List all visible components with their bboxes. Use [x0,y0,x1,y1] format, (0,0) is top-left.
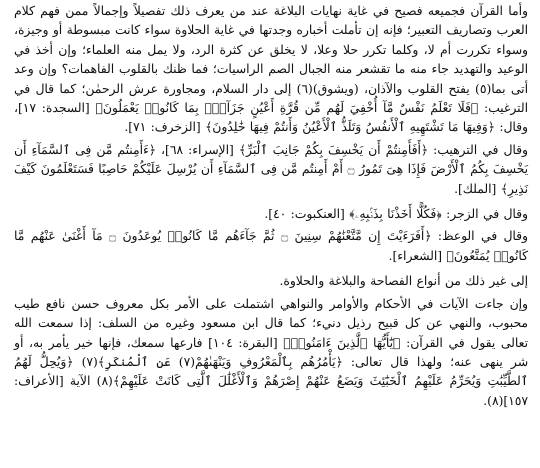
paragraph-fasaha-summary: إلى غير ذلك من أنواع الفصاحة والبلاغة والحلاوة. [279,274,528,289]
paragraph-ahkam: وإن جاءت الآيات في الأحكام والأوامر والنواهي اشتملت على الأمر بكل معروف حسن نافع طيب محبوب، والنهي عن كل قبيح رذيل دنيء؛ كما قال ابن مسعود وغيره من السلف: إذا سمعت الله تعالى يقول في القرآن: ﴿يَٰٓأَيُّهَا ٱلَّذِينَ ءَامَنُوا۟﴾ [البقرة: ١٠٤] فارعها سمعك، فإنها خير يأمر به، أو شر ينهى عنه؛ ولهذا قال تعالى: ﴿يَأْمُرُهُم بِٱلْمَعْرُوفِ وَيَنْهَىٰهُمْ(٧) عَنِ ٱلْمُنكَرِ﴾(٧) ﴿وَيُحِلُّ لَهُمُ ٱلطَّيِّبَٰتِ وَيُحَرِّمُ عَلَيْهِمُ ٱلْخَبَٰٓئِثَ وَيَضَعُ عَنْهُمْ إِصْرَهُمْ وَٱلْأَغْلَٰلَ ٱلَّتِى كَانَتْ عَلَيْهِمْ﴾(٨) الآية [الأعراف: ١٥٧](٨). [14,296,529,408]
paragraph-tarhib: وقال في الترهيب: ﴿أَفَأَمِنتُمْ أَن يَخْسِفَ بِكُمْ جَانِبَ ٱلْبَرِّ﴾ [الإسراء: ٦٨]، ﴿ءَأَمِنتُم مَّن فِى ٱلسَّمَآءِ أَن يَخْسِفَ بِكُمُ ٱلْأَرْضَ فَإِذَا هِىَ تَمُورُ ۝ أَمْ أَمِنتُم مَّن فِى ٱلسَّمَآءِ أَن يُرْسِلَ عَلَيْكُمْ حَاصِبًا فَسَتَعْلَمُونَ كَيْفَ نَذِيرِ﴾ [الملك]. [14,142,528,196]
document-page [14,2,528,411]
paragraph-waaz: وقال في الوعظ: ﴿أَفَرَءَيْتَ إِن مَّتَّعْنَٰهُمْ سِنِينَ ۝ ثُمَّ جَآءَهُم مَّا كَانُوا۟ يُوعَدُونَ ۝ مَآ أَغْنَىٰ عَنْهُم مَّا كَانُوا۟ يُمَتَّعُونَ﴾ [الشعراء]. [14,229,528,263]
paragraph-quran-eloquence: وأما القرآن فجميعه فصيح في غاية نهايات البلاغة عند من يعرف ذلك تفصيلاً وإجمالاً ممن فهم كلام العرب وتصاريف التعبير؛ فإنه إن تأملت أخباره وجدتها في غاية الحلاوة سواء كانت مبسوطة أو وجيزة، وسواء تكررت أم لا، وكلما تكرر حلا وعلا، لا يخلق عن كثرة الرد، ولا يمل منه العلماء؛ وإن أخذ في الوعيد والتهديد جاء منه ما تقشعر منه الجبال الصم الراسيات؛ فما ظنك بالقلوب الفاهمات؟ وإن وعد أتى بما(٥) يفتح القلوب والآذان، (ويشوق)(٦) إلى دار السلام، ومجاورة عرش الرحمٰن؛ كما قال في الترغيب: ﴿فَلَا تَعْلَمُ نَفْسٌ مَّآ أُخْفِيَ لَهُم مِّن قُرَّةِ أَعْيُنٍ جَزَآءًۢ بِمَا كَانُوا۟ يَعْمَلُونَ﴾ [السجدة: ١٧]، وقال: ﴿وَفِيهَا مَا تَشْتَهِيهِ ٱلْأَنفُسُ وَتَلَذُّ ٱلْأَعْيُنُ وَأَنتُمْ فِيهَا خَٰلِدُونَ﴾ [الزخرف: ٧١]. [14,4,529,135]
paragraph-zajr: وقال في الزجر: ﴿فَكُلًّا أَخَذْنَا بِذَنۢبِهِۦ﴾ [العنكبوت: ٤٠]. [264,207,528,222]
